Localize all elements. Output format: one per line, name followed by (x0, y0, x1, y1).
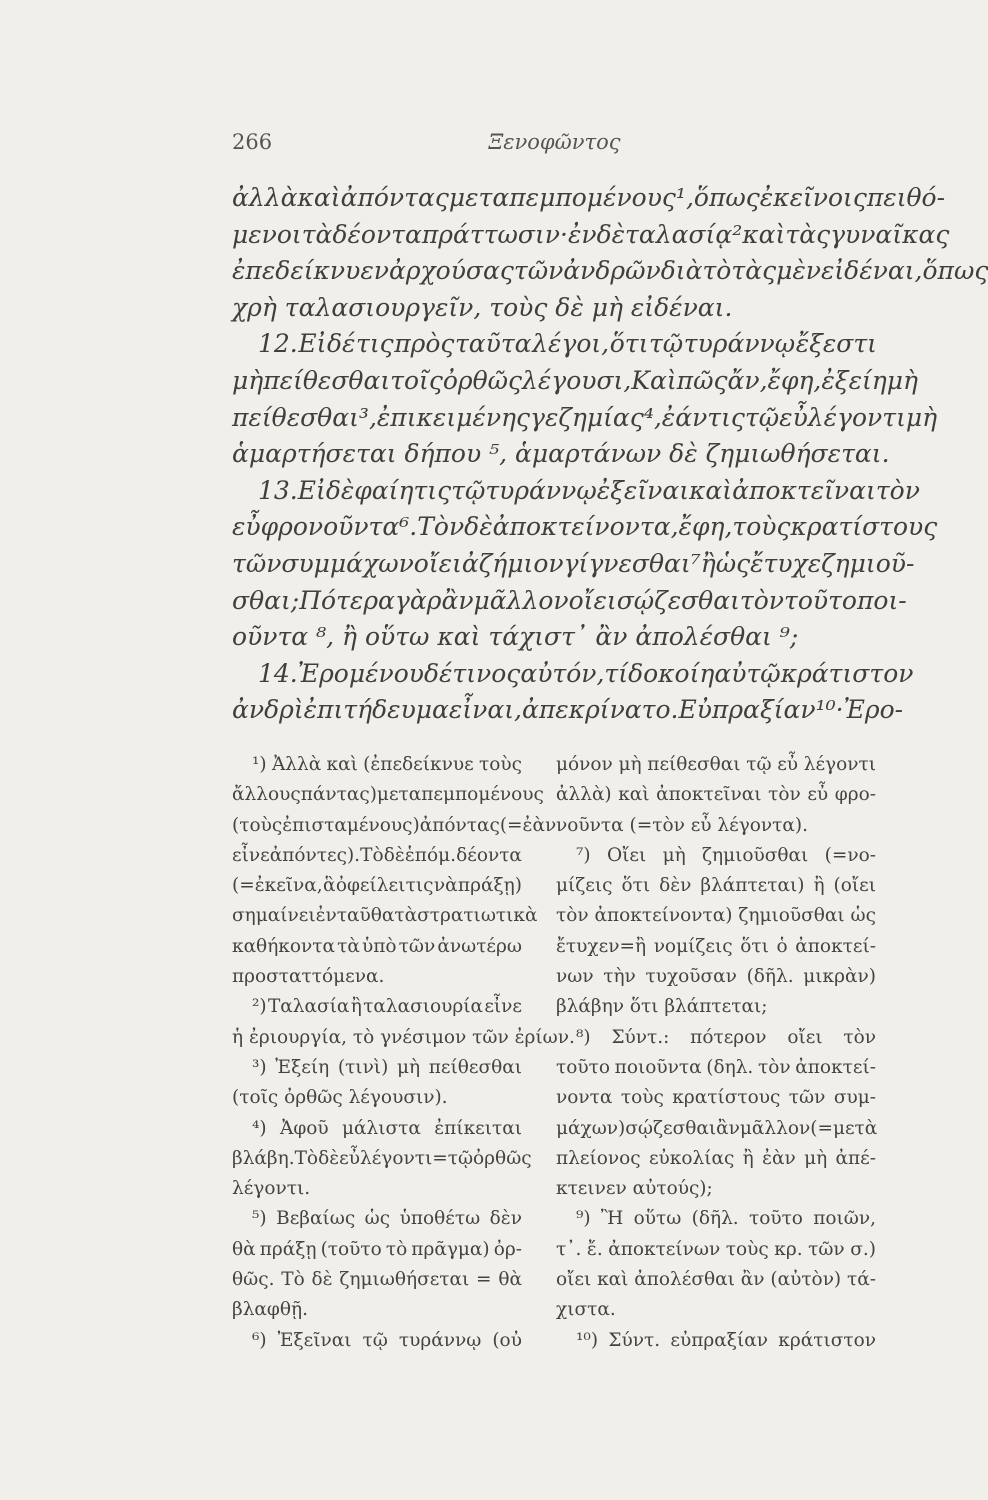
footnote-line: ⁵) Βεβαίως ὡς ὑποθέτω δὲν (252, 1208, 522, 1230)
main-text-line: ἐπεδείκνυεν ἀρχούσας τῶν ἀνδρῶν διὰ τὸ τὰς μὲν εἰδέναι, ὅπως (232, 256, 988, 286)
footnote-line: θὰ πράξῃ (τοῦτο τὸ πρᾶγμα) ὀρ- (232, 1238, 522, 1260)
footnote-line: σημαίνει ἐνταῦθα τὰ στρατιωτικὰ (232, 905, 538, 927)
page-header (232, 130, 877, 160)
main-text-line: πείθεσθαι ³, ἐπικειμένης γε ζημίας ⁴, ἐάν τις τῷ εὖ λέγοντι μὴ (232, 402, 938, 432)
main-text-line: ἁμαρτήσεται δήπου ⁵, ἁμαρτάνων δὲ ζημιωθήσεται. (232, 439, 890, 469)
footnote-line: ἄλλους πάντας) μεταπεμπομένους (232, 784, 544, 806)
main-text-line: 12. Εἰ δέ τις πρὸς ταῦτα λέγοι, ὅτι τῷ τυράννῳ ἔξεστι (258, 329, 877, 359)
footnote-line: χιστα. (556, 1299, 616, 1321)
footnote-line: ⁴) Ἀφοῦ μάλιστα ἐπίκειται (252, 1117, 522, 1139)
main-text-line: μὴ πείθεσθαι τοῖς ὀρθῶς λέγουσι, Καὶ πῶς ἄν, ἔφη, ἐξείη μὴ (232, 365, 919, 395)
main-text-line: ἀνδρὶ ἐπιτήδευμα εἶναι, ἀπεκρίνατο. Εὐπραξίαν ¹⁰· Ἐρο- (232, 695, 904, 725)
footnote-line: εἶνε ἀπόντες). Τὸ δὲ ἑπόμ. δέοντα (232, 844, 522, 866)
footnote-line: οἴει καὶ ἀπολέσθαι ἂν (αὐτὸν) τά- (556, 1269, 876, 1291)
footnote-line: ³) Ἐξείη (τινὶ) μὴ πείθεσθαι (252, 1056, 522, 1078)
footnote-line: ¹⁰) Σύντ. εὐπραξίαν κράτιστον (576, 1329, 876, 1351)
footnote-line: ⁹) Ἢ οὕτω (δῆλ. τοῦτο ποιῶν, (576, 1208, 876, 1230)
footnote-line: τοῦτο ποιοῦντα (δηλ. τὸν ἀποκτεί- (556, 1056, 876, 1078)
main-text-line: εὖ φρονοῦντα ⁶. Τὸν δὲ ἀποκτείνοντα, ἔφη, τοὺς κρατίστους (232, 512, 938, 542)
footnote-line: τὸν ἀποκτείνοντα) ζημιοῦσθαι ὡς (556, 905, 876, 927)
footnote-line: νων τὴν τυχοῦσαν (δῆλ. μικρὰν) (556, 966, 876, 988)
footnotes-left-column (232, 750, 575, 1356)
main-text-line: ἀλλὰ καὶ ἀπόντας μεταπεμπομένους ¹, ὅπως ἐκεῖνοις πειθό- (232, 183, 946, 212)
main-text-line: σθαι; Πότερα γὰρ ἂν μᾶλλον οἴει σῴζεσθαι τὸν τοῦτο ποι- (232, 585, 907, 615)
main-text-line: τῶν συμμάχων οἴει ἀζήμιον γίγνεσθαι ⁷ ἢ ὡς ἔτυχε ζημιοῦ- (232, 548, 915, 578)
footnote-line: μίζεις ὅτι δὲν βλάπτεται) ἢ (οἴει (556, 875, 876, 897)
page-number: 266 (232, 130, 273, 154)
running-head: Ξενοφῶντος (488, 130, 621, 154)
footnote-line: μάχων) σῴζεσθαι ἂν μᾶλλον (=μετὰ (556, 1117, 878, 1139)
footnote-line: ²) Ταλασία ἢ ταλασιουρία εἶνε (252, 996, 522, 1018)
footnote-line: πλείονος εὐκολίας ἢ ἐὰν μὴ ἀπέ- (556, 1147, 876, 1169)
footnote-line: τ᾽. ἔ. ἀποκτείνων τοὺς κρ. τῶν σ.) (556, 1238, 876, 1260)
main-text-line: 13. Εἰ δὲ φαίη τις τῷ τυράννῳ ἐξεῖναι καὶ ἀποκτεῖναι τὸν (258, 475, 920, 505)
footnote-line: θῶς. Τὸ δὲ ζημιωθήσεται = θὰ (232, 1269, 522, 1291)
footnote-line: (=ἐκεῖνα, ἃ ὀφείλει τις νὰ πράξῃ) (232, 875, 522, 897)
main-text (232, 180, 988, 729)
main-text-line: μενοι τὰ δέοντα πράττωσιν· ἐν δὲ ταλασίᾳ ² καὶ τὰς γυναῖκας (232, 219, 950, 249)
main-text-line: χρὴ ταλασιουργεῖν, τοὺς δὲ μὴ εἰδέναι. (232, 292, 733, 322)
footnote-line: ⁷) Οἴει μὴ ζημιοῦσθαι (=νο- (576, 844, 876, 866)
footnote-line: ἔτυχεν=ἢ νομίζεις ὅτι ὁ ἀποκτεί- (556, 935, 876, 957)
footnote-line: βλάβην ὅτι βλάπτεται; (556, 996, 768, 1018)
footnote-line: ἡ ἐριουργία, τὸ γνέσιμον τῶν ἐρίων. (232, 1026, 575, 1048)
footnote-line: βλάβη. Τὸ δὲ εὖ λέγοντι=τῷ ὀρθῶς (232, 1147, 532, 1169)
footnote-line: μόνον μὴ πείθεσθαι τῷ εὖ λέγοντι (556, 754, 876, 775)
footnote-line: βλαφθῇ. (232, 1299, 308, 1321)
main-text-line: 14. Ἐρομένου δέ τινος αὐτόν, τί δοκοίη αὐτῷ κράτιστον (258, 658, 914, 688)
footnote-line: κτεινεν αὐτούς); (556, 1178, 713, 1200)
footnote-line: ¹) Ἀλλὰ καὶ (ἐπεδείκνυε τοὺς (252, 754, 522, 775)
main-text-line: οῦντα ⁸, ἢ οὕτω καὶ τάχιστ᾽ ἂν ἀπολέσθαι ⁹; (232, 622, 799, 652)
footnotes-right-column (556, 750, 876, 1356)
footnote-line: νοῦντα (=τὸν εὖ λέγοντα). (556, 814, 808, 836)
footnote-line: προσταττόμενα. (232, 966, 385, 988)
footnote-line: (τοὺς ἐπισταμένους) ἀπόντας (=ἐὰν (232, 814, 557, 836)
footnote-line: νοντα τοὺς κρατίστους τῶν συμ- (556, 1087, 876, 1109)
footnote-line: καθήκοντα τὰ ὑπὸ τῶν ἀνωτέρω (232, 935, 522, 957)
footnote-line: (τοῖς ὀρθῶς λέγουσιν). (232, 1087, 448, 1109)
footnote-line: ⁶) Ἐξεῖναι τῷ τυράννῳ (οὐ (252, 1329, 522, 1351)
footnote-line: ⁸) Σύντ.: πότερον οἴει τὸν (576, 1026, 876, 1048)
footnote-line: λέγοντι. (232, 1178, 311, 1200)
footnote-line: ἀλλὰ) καὶ ἀποκτεῖναι τὸν εὖ φρο- (556, 784, 876, 806)
